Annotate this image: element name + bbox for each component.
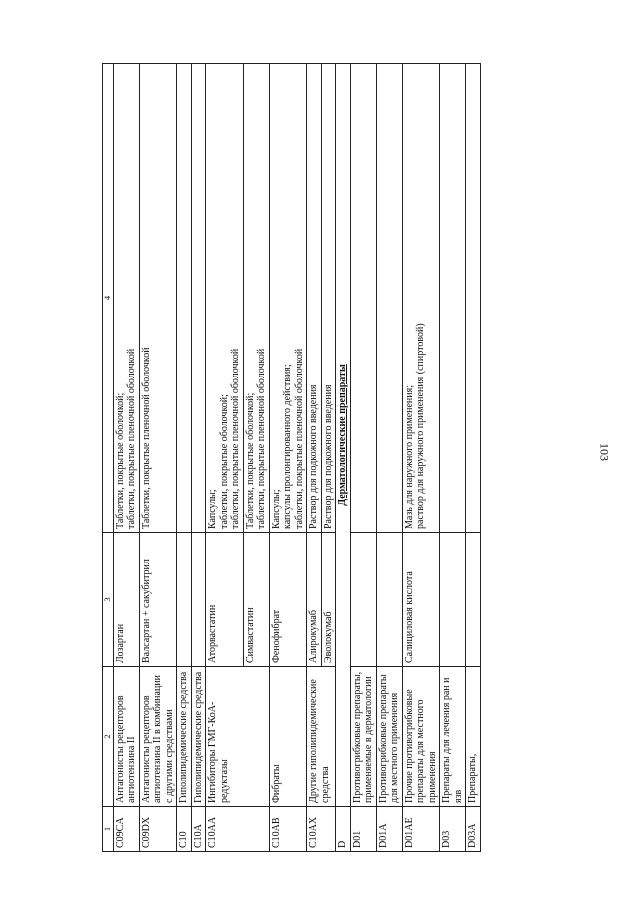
- dosage-form: таблетки, покрытые оболочкой;: [218, 394, 230, 529]
- section-title: Дерматологические препараты: [336, 64, 351, 807]
- atc-code: C09DX: [139, 807, 177, 852]
- group-name: Препараты для лечения ран и язв: [440, 667, 466, 807]
- atc-code: C10: [177, 807, 192, 852]
- col-number: 1: [103, 807, 114, 852]
- dosage-forms: [139, 64, 177, 533]
- atc-code: D03: [440, 807, 466, 852]
- drug-name: [440, 533, 466, 667]
- dosage-form: Раствор для подкожного введения: [322, 384, 334, 529]
- group-name: Гиполипидемические средства: [177, 667, 192, 807]
- dosage-forms: [440, 64, 466, 533]
- table-row: [177, 64, 192, 852]
- dosage-form: таблетки, покрытые пленочной оболочкой: [126, 348, 138, 529]
- page-number: 103: [597, 443, 612, 461]
- col-number: 4: [103, 64, 114, 533]
- group-name: Фибраты: [269, 667, 307, 807]
- atc-code: D: [336, 807, 351, 852]
- drug-name: Симвастатин: [243, 533, 269, 667]
- group-name: Противогрибковые препараты для местного применения: [376, 667, 402, 807]
- section-header-row: [336, 64, 351, 852]
- atc-code: C10AB: [269, 807, 307, 852]
- atc-code: D01: [350, 807, 376, 852]
- dosage-form: Таблетки, покрытые пленочной оболочкой: [140, 347, 152, 529]
- drug-name: [191, 533, 206, 667]
- group-name: Антагонисты рецепторов ангиотензина II: [113, 667, 139, 807]
- atc-code: D01AE: [402, 807, 440, 852]
- drug-name: Аторвастатин: [206, 533, 244, 667]
- drug-name: Эволокумаб: [321, 533, 336, 667]
- dosage-form: Мазь для наружного применения;: [403, 385, 415, 529]
- dosage-forms: [113, 64, 139, 533]
- dosage-forms: [177, 64, 192, 533]
- dosage-form: Капсулы;: [207, 489, 219, 529]
- table-row: [350, 64, 376, 852]
- dosage-form: Таблетки, покрытые оболочкой;: [244, 392, 256, 529]
- atc-code: D01A: [376, 807, 402, 852]
- drug-table: [102, 63, 481, 852]
- table-row: [307, 64, 322, 852]
- dosage-form: Капсулы;: [270, 489, 282, 529]
- atc-code: C09CA: [113, 807, 139, 852]
- drug-name: Лозартан: [113, 533, 139, 667]
- table-row: [466, 64, 481, 852]
- table-row: [440, 64, 466, 852]
- drug-name: Фенофибрат: [269, 533, 307, 667]
- dosage-forms: [376, 64, 402, 533]
- drug-name: [350, 533, 376, 667]
- dosage-forms: [206, 64, 244, 533]
- group-name: Другие гиполипидемические средства: [307, 667, 336, 807]
- dosage-forms: [269, 64, 307, 533]
- drug-name: Алирокумаб: [307, 533, 322, 667]
- dosage-forms: [350, 64, 376, 533]
- dosage-forms: [321, 64, 336, 533]
- drug-name: [376, 533, 402, 667]
- dosage-form: Таблетки, покрытые оболочкой;: [114, 392, 126, 529]
- drug-name: Салициловая кислота: [402, 533, 440, 667]
- table-row: [402, 64, 440, 852]
- dosage-form: Раствор для подкожного введения: [308, 384, 320, 529]
- dosage-forms: [466, 64, 481, 533]
- drug-name: [466, 533, 481, 667]
- table-row: [269, 64, 307, 852]
- dosage-forms: [191, 64, 206, 533]
- dosage-form: таблетки, покрытые пленочной оболочкой: [293, 348, 305, 529]
- table-row: [206, 64, 244, 852]
- group-name: Прочие противогрибковые препараты для местного применения: [402, 667, 440, 807]
- drug-name: [177, 533, 192, 667]
- group-name: Гиполипидемические средства: [191, 667, 206, 807]
- dosage-forms: [402, 64, 440, 533]
- atc-code: C10A: [191, 807, 206, 852]
- atc-code: C10AA: [206, 807, 270, 852]
- table-viewport: [102, 64, 479, 852]
- atc-code: D03A: [466, 807, 481, 852]
- group-name: Противогрибковые препараты, применяемые в дерматологии: [350, 667, 376, 807]
- column-number-row: [103, 64, 114, 852]
- dosage-form: таблетки, покрытые пленочной оболочкой: [230, 348, 242, 529]
- dosage-forms: [307, 64, 322, 533]
- table-row: [113, 64, 139, 852]
- atc-code: C10AX: [307, 807, 336, 852]
- col-number: 3: [103, 533, 114, 667]
- group-name: Препараты,: [466, 667, 481, 807]
- group-name: Ингибиторы ГМГ-КоА-редуктазы: [206, 667, 270, 807]
- drug-name: Валсартан + сакубитрил: [139, 533, 177, 667]
- table-row: [191, 64, 206, 852]
- dosage-form: раствор для наружного применения (спиртовой): [415, 323, 427, 529]
- dosage-form: таблетки, покрытые пленочной оболочкой: [256, 348, 268, 529]
- col-number: 2: [103, 667, 114, 807]
- dosage-forms: [243, 64, 269, 533]
- dosage-form: капсулы пролонгированного действия;: [282, 364, 294, 529]
- table-row: [376, 64, 402, 852]
- table-row: [139, 64, 177, 852]
- group-name: Антагонисты рецепторов ангиотензина II в комбинации с другими средствами: [139, 667, 177, 807]
- landscape-page: [102, 64, 479, 852]
